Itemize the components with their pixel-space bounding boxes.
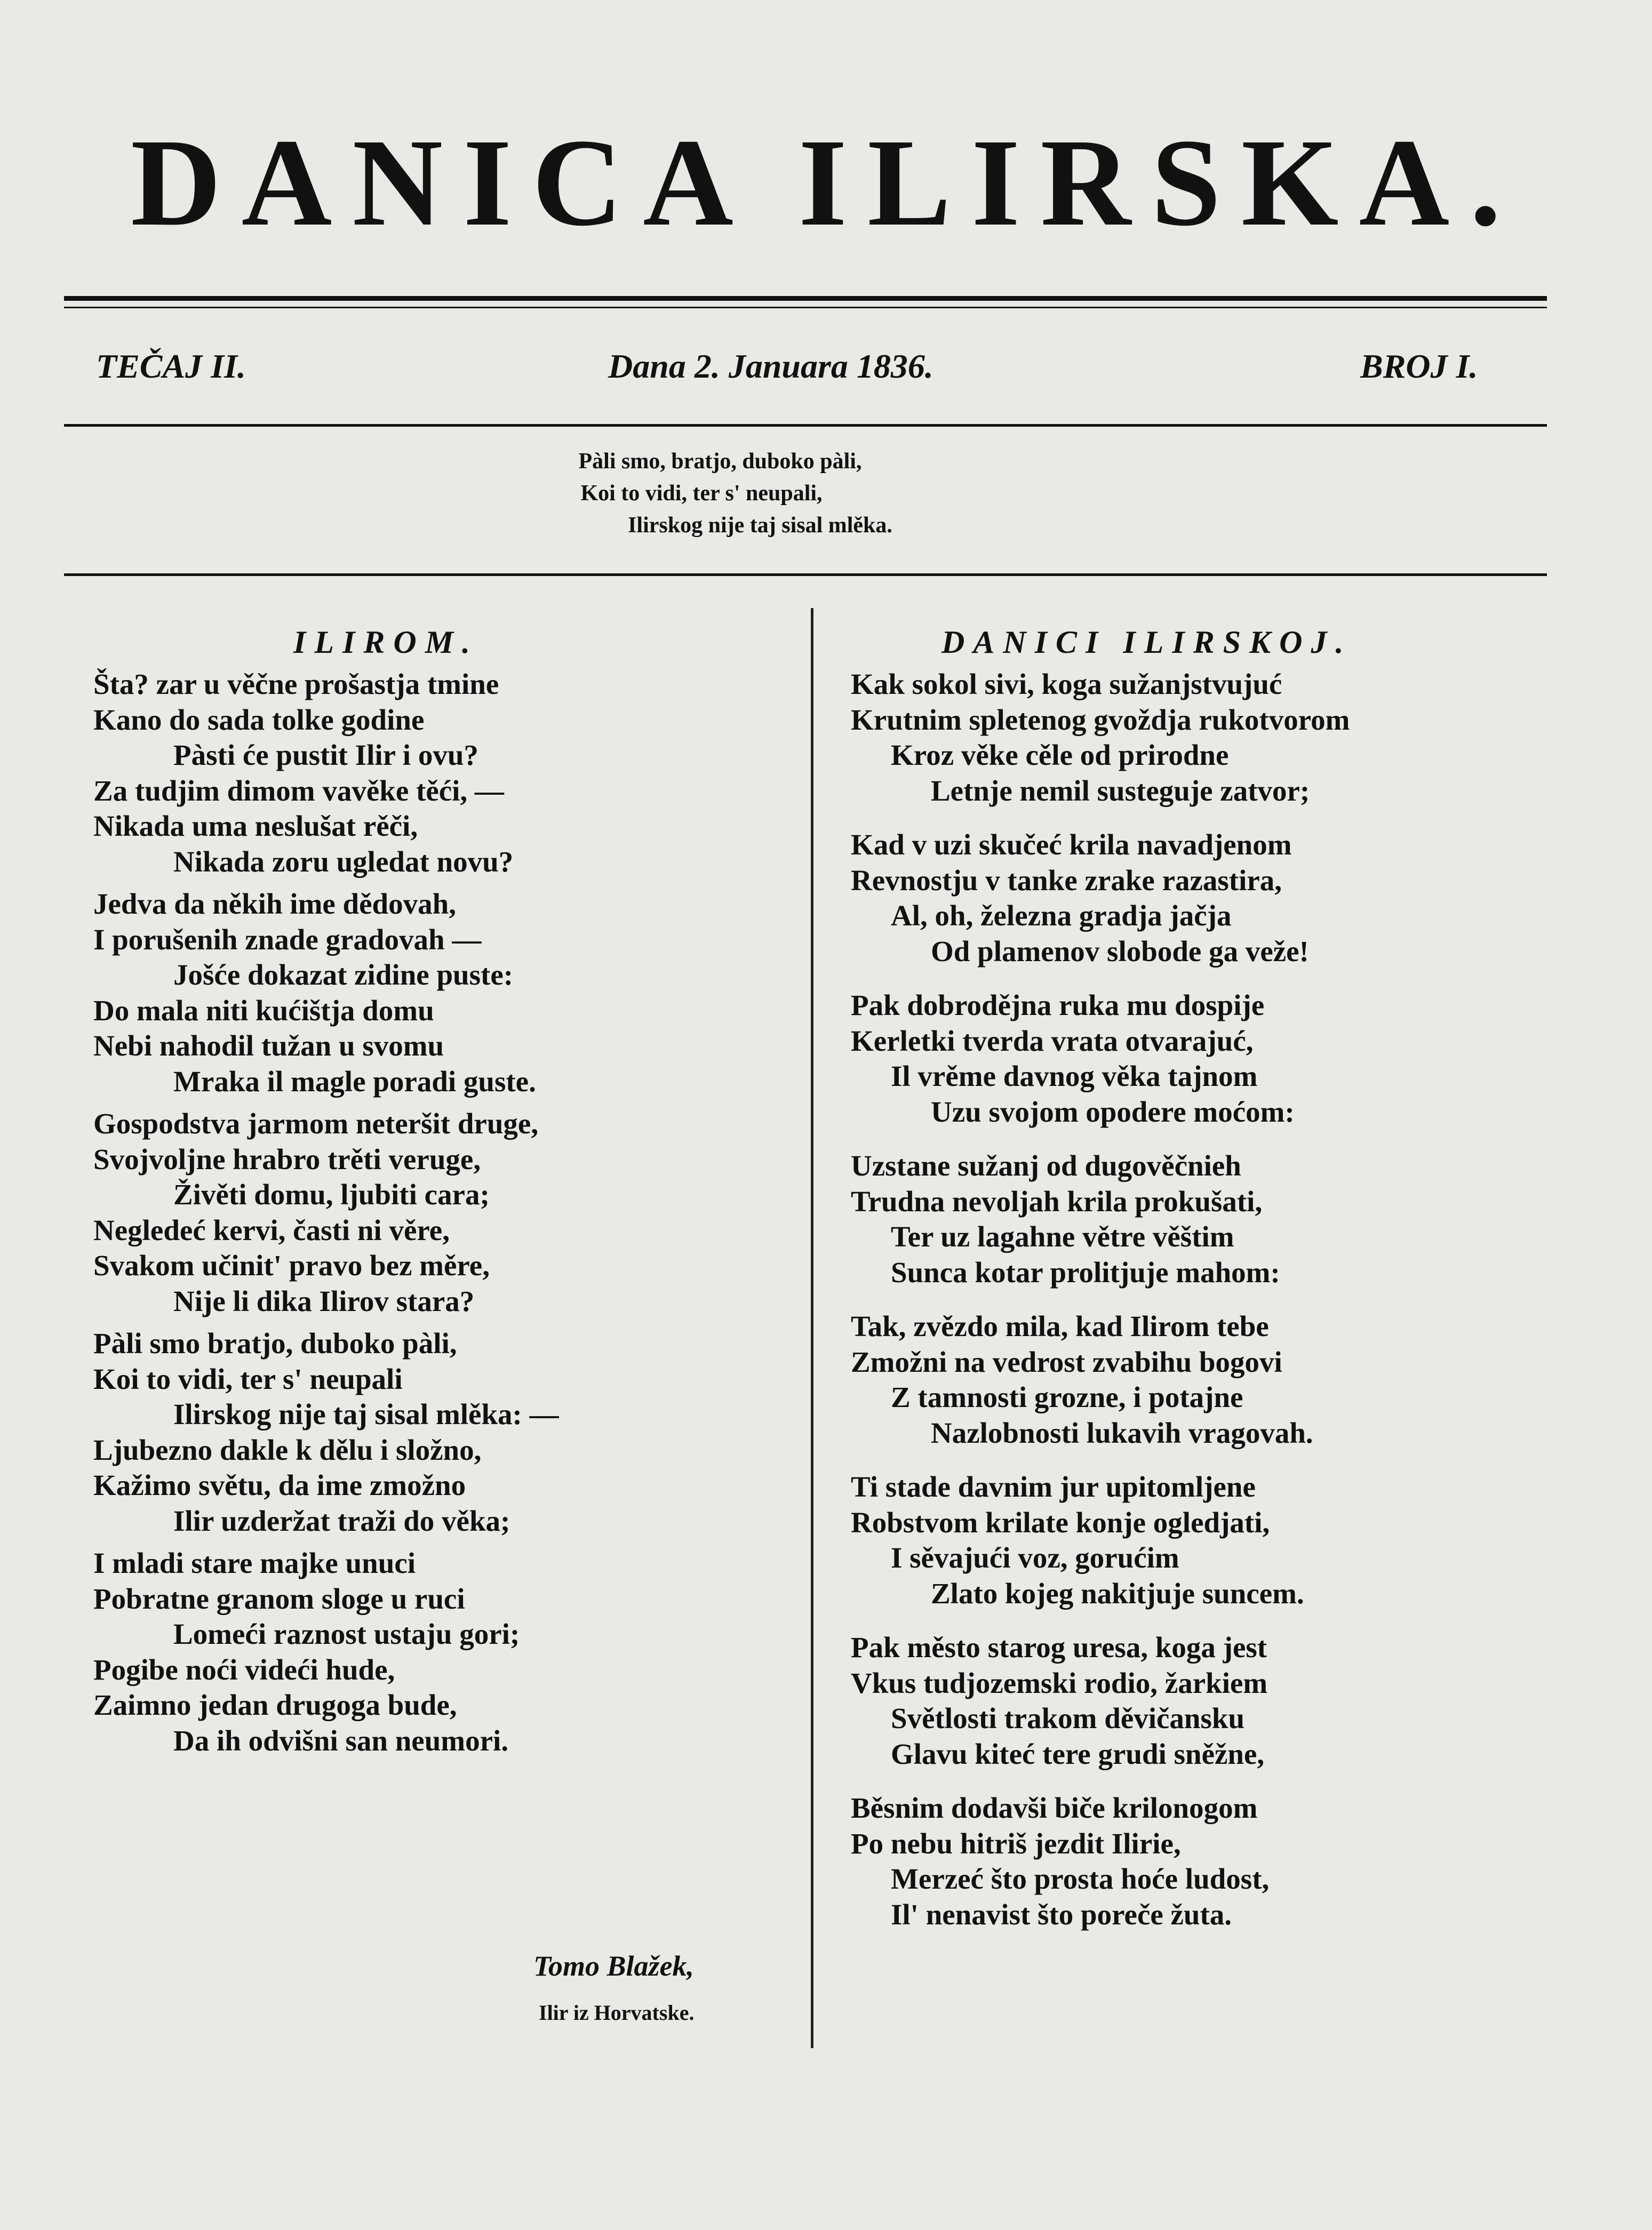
poem-line: Nikada uma neslušat rěči, <box>93 810 418 842</box>
poem-line: Glavu kiteć tere grudi sněžne, <box>891 1737 1265 1770</box>
poem-line: Po nebu hitriš jezdit Ilirie, <box>851 1827 1181 1860</box>
poem-line: Z tamnosti grozne, i potajne <box>891 1381 1243 1413</box>
poem-line: Uzu svojom opodere moćom: <box>931 1095 1295 1128</box>
poem-line: Negledeć kervi, časti ni věre, <box>93 1213 450 1246</box>
poem-line: Krutnim spletenog gvoždja rukotvorom <box>851 703 1350 736</box>
poem-line: Ilirskog nije taj sisal mlěka: — <box>173 1398 559 1430</box>
poem-line: Uzstane sužanj od dugověčnieh <box>851 1149 1241 1182</box>
issue-rule <box>64 424 1547 427</box>
poem-line: Al, oh, železna gradja jačja <box>891 899 1232 932</box>
poem-line: Trudna nevoljah krila prokušati, <box>851 1185 1263 1218</box>
poem-line: Il vrěme davnog věka tajnom <box>891 1060 1258 1092</box>
right-poem <box>851 667 1544 1932</box>
poem-line: Merzeć što prosta hoće ludost, <box>891 1863 1270 1895</box>
poem-line: Kad v uzi skučeć krila navadjenom <box>851 828 1292 861</box>
poem-line: Kažimo světu, da ime zmožno <box>93 1469 466 1501</box>
poem-line: Il' nenavist što poreče žuta. <box>891 1898 1232 1931</box>
poem-line: I sěvajući voz, gorućim <box>891 1541 1179 1574</box>
epigraph-line: Pàli smo, bratjo, duboko pàli, <box>578 449 862 474</box>
poem-line: Zaimno jedan drugoga bude, <box>93 1689 457 1721</box>
masthead-rule-top <box>64 296 1547 301</box>
poem-line: Nikada zoru ugledat novu? <box>173 845 514 878</box>
poem-line: Ter uz lagahne větre věštim <box>891 1220 1234 1253</box>
poem-line: Pàsti će pustit Ilir i ovu? <box>173 739 478 771</box>
issue-date: Dana 2. Januara 1836. <box>608 347 933 385</box>
poem-line: Nebi nahodil tužan u svomu <box>93 1029 444 1062</box>
epigraph <box>427 445 1013 541</box>
poem-line: Tak, zvězdo mila, kad Ilirom tebe <box>851 1310 1269 1342</box>
poem-line: Živěti domu, ljubiti cara; <box>173 1178 490 1211</box>
poem-line: Nije li dika Ilirov stara? <box>173 1284 475 1317</box>
poem-line: Revnostju v tanke zrake razastira, <box>851 864 1282 897</box>
poem-line: Koi to vidi, ter s' neupali <box>93 1362 403 1395</box>
poem-line: Lomeći raznost ustaju gori; <box>173 1618 520 1650</box>
poem-line: Kano do sada tolke godine <box>93 703 425 736</box>
poem-line: Ljubezno dakle k dělu i složno, <box>93 1433 482 1466</box>
poem-line: Letnje nemil susteguje zatvor; <box>931 774 1310 807</box>
column-divider <box>811 608 813 2048</box>
author-origin: Ilir iz Horvatske. <box>539 2001 695 2025</box>
poem-line: Do mala niti kućištja domu <box>93 994 434 1027</box>
poem-line: I porušenih znade gradovah — <box>93 923 482 956</box>
poem-line: Da ih odvišni san neumori. <box>173 1724 509 1757</box>
poem-line: Běsnim dodavši biče krilonogom <box>851 1792 1258 1824</box>
epigraph-rule <box>64 573 1547 576</box>
left-poem-title: ILIROM. <box>293 625 479 660</box>
poem-line: I mladi stare majke unuci <box>93 1547 416 1579</box>
poem-line: Pobratne granom sloge u ruci <box>93 1582 465 1615</box>
masthead-title: DANICA ILIRSKA. <box>130 113 1522 252</box>
poem-line: Nazlobnosti lukavih vragovah. <box>931 1416 1313 1449</box>
poem-line: Mraka il magle poradi guste. <box>173 1065 536 1098</box>
poem-line: Pak město starog uresa, koga jest <box>851 1631 1267 1664</box>
issue-volume: TEČAJ II. <box>96 347 246 385</box>
poem-line: Od plamenov slobode ga veže! <box>931 934 1309 968</box>
poem-line: Jošće dokazat zidine puste: <box>173 958 514 991</box>
poem-line: Zmožni na vedrost zvabihu bogovi <box>851 1345 1282 1378</box>
poem-line: Ilir uzderžat traži do věka; <box>173 1504 510 1537</box>
left-poem <box>93 667 787 1759</box>
poem-line: Pàli smo bratjo, duboko pàli, <box>93 1327 457 1360</box>
poem-line: Ti stade davnim jur upitomljene <box>851 1470 1256 1503</box>
poem-line: Šta? zar u věčne prošastja tmine <box>93 668 499 700</box>
poem-line: Robstvom krilate konje ogledjati, <box>851 1506 1270 1539</box>
poem-line: Zlato kojeg nakitjuje suncem. <box>931 1577 1304 1610</box>
poem-line: Gospodstva jarmom neteršit druge, <box>93 1107 539 1140</box>
poem-line: Za tudjim dimom vavěke těći, — <box>93 774 504 807</box>
poem-line: Pogibe noći videći hude, <box>93 1653 395 1686</box>
poem-line: Světlosti trakom děvičansku <box>891 1702 1245 1735</box>
epigraph-line: Ilirskog nije taj sisal mlěka. <box>628 513 892 538</box>
masthead-rule-thin <box>64 307 1547 308</box>
poem-line: Jedva da někih ime dědovah, <box>93 888 456 920</box>
epigraph-line: Koi to vidi, ter s' neupali, <box>580 481 823 506</box>
poem-line: Svakom učinit' pravo bez měre, <box>93 1249 490 1282</box>
poem-line: Kak sokol sivi, koga sužanjstvujuć <box>851 668 1282 700</box>
poem-line: Svojvoljne hrabro trěti veruge, <box>93 1142 481 1176</box>
issue-info-row <box>96 347 1558 395</box>
poem-line: Kroz věke cěle od prirodne <box>891 739 1229 771</box>
right-poem-title: DANICI ILIRSKOJ. <box>941 625 1352 660</box>
poem-line: Pak dobrodějna ruka mu dospije <box>851 989 1265 1021</box>
poem-line: Kerletki tverda vrata otvarajuć, <box>851 1024 1254 1057</box>
poem-line: Vkus tudjozemski rodio, žarkiem <box>851 1666 1268 1699</box>
poem-line: Sunca kotar prolitjuje mahom: <box>891 1256 1280 1289</box>
issue-number: BROJ I. <box>1360 347 1478 385</box>
author-name: Tomo Blažek, <box>533 1950 695 1982</box>
